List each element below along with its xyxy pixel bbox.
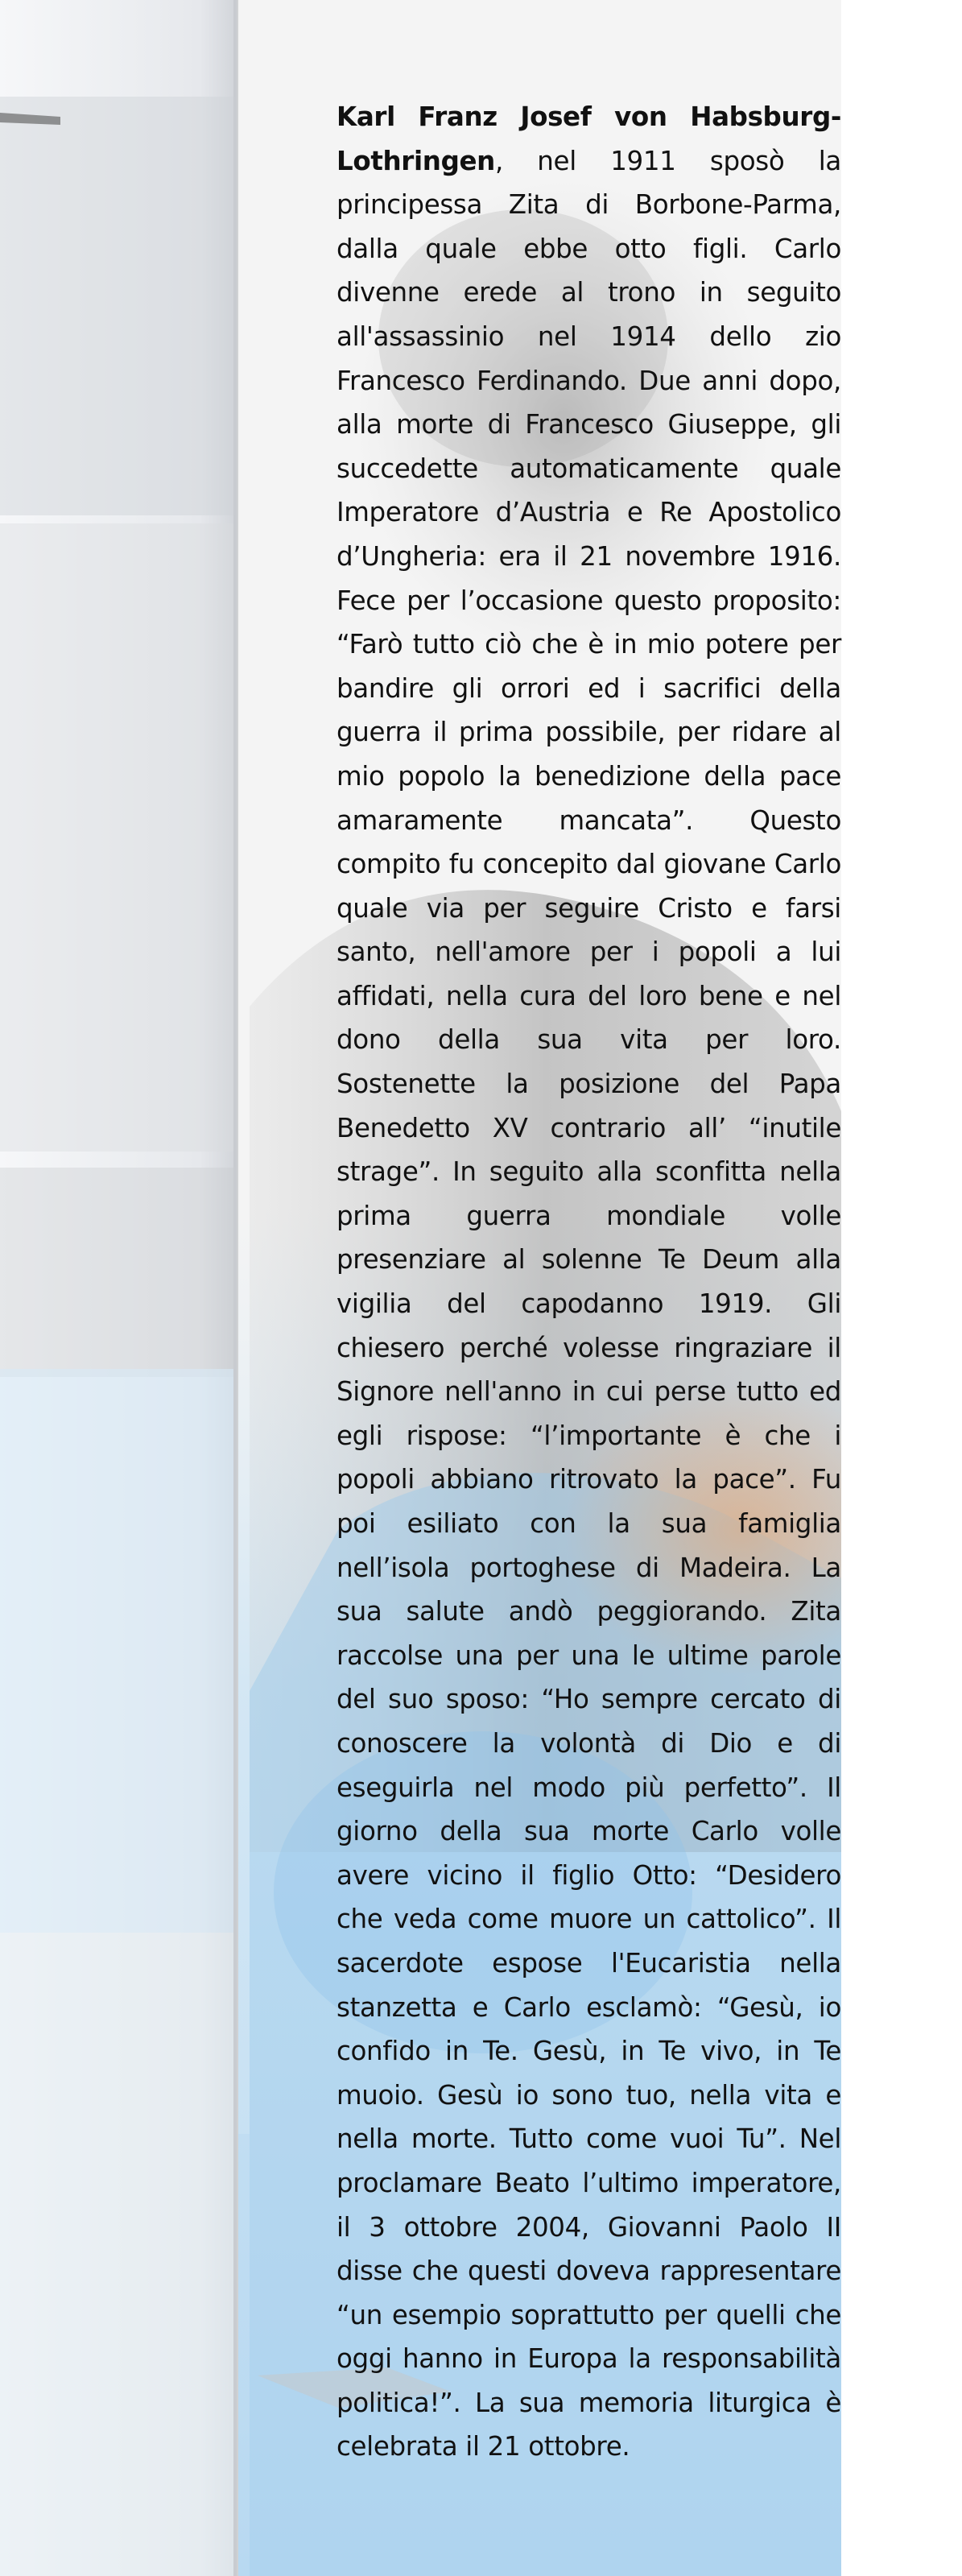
article-body: , nel 1911 sposò la principessa Zita di Borbone-Parma, dalla quale ebbe otto figli. Carlo divenne erede al trono in seguito all'assassinio nel 1914 dello zio Francesco Ferdinando. Due anni dopo, alla morte di Francesco Giuseppe, gli succedette automaticamente quale Imperatore d’Austria e Re Apostolico d’Ungheria: era il 21 novembre 1916. Fece per l’occasione questo proposito: “Farò tutto ciò che è in mio potere per bandire gli orrori ed i sacrifici della guerra il prima possibile, per ridare al mio popolo la benedizione della pace amaramente mancata”. Questo compito fu concepito dal giovane Carlo quale via per seguire Cristo e farsi santo, nell'amore per i popoli a lui affidati, nella cura del loro bene e nel dono della sua vita per loro. Sostenette la posizione del Papa Benedetto XV contrario all’ “inutile strage”. In seguito alla sconfitta nella prima guerra mondiale volle presenziare al solenne Te Deum alla vigilia del capodanno 1919. Gli chiesero perché volesse ringraziare il Signore nell'anno in cui perse tutto ed egli rispose: “l’importante è che i popoli abbiano ritrovato la pace”. Fu poi esiliato con la sua famiglia nell’isola portoghese di Madeira. La sua salute andò peggiorando. Zita raccolse una per una le ultime parole del suo sposo: “Ho sempre cercato di conoscere la volontà di Dio e di eseguirla nel modo più perfetto”. Il giorno della sua morte Carlo volle avere vicino il figlio Otto: “Desidero che veda come muore un cattolico”. Il sacerdote espose l'Eucaristia nella stanzetta e Carlo esclamò: “Gesù, io confido in Te. Gesù, in Te vivo, in Te muoio. Gesù io sono tuo, nella vita e nella morte. Tutto come vuoi Tu”. Nel proclamare Beato l’ultimo imperatore, il 3 ottobre 2004, Giovanni Paolo II disse che questi doveva rappresentare “un esempio soprattutto per quelli che oggi hanno in Europa la responsabilità politica!”. La sua memoria liturgica è celebrata il 21 ottobre. bbox=[336, 145, 841, 2462]
article-text bbox=[336, 95, 841, 2469]
article-paragraph bbox=[336, 95, 841, 2469]
lead-name: Karl Franz Josef von Habsburg-Lothringen bbox=[336, 101, 841, 176]
